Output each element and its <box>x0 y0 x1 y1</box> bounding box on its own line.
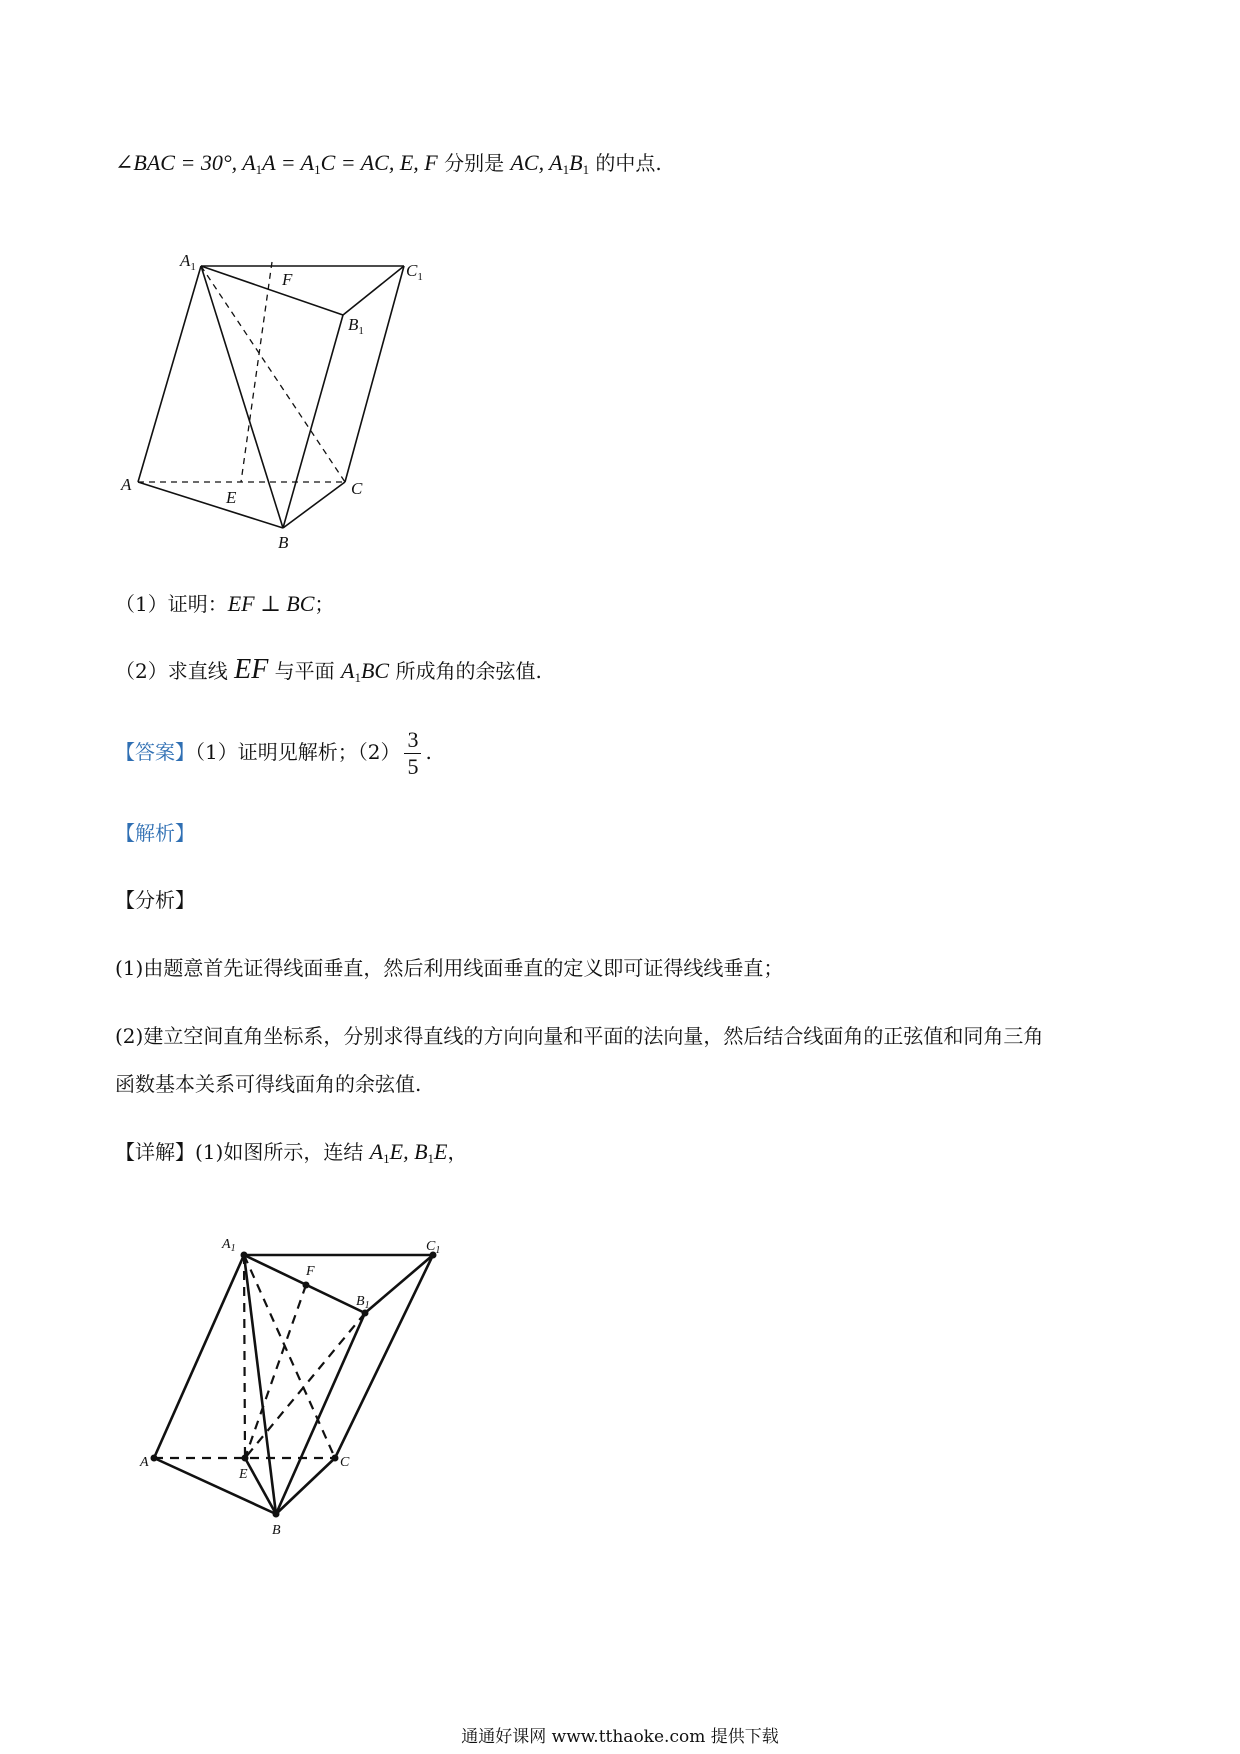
analysis-header: 【分析】 <box>115 888 195 912</box>
fig2-label-e: E <box>239 1467 248 1482</box>
answer-end: . <box>425 740 432 764</box>
fig1-label-f: F <box>282 270 293 289</box>
sub: 1 <box>582 162 590 177</box>
q2-ef: EF <box>234 654 269 685</box>
expr: E, B <box>389 1139 428 1164</box>
footer-text: 通通好课网 www.tthaoke.com 提供下载 <box>461 1727 779 1747</box>
expr: E <box>434 1139 448 1164</box>
analysis-p1: (1)由题意首先证得线面垂直，然后利用线面垂直的定义即可证得线线垂直； <box>115 956 784 980</box>
fig2-label-b1: $B_1$ <box>356 1294 370 1311</box>
fig2-label-a1: $A_1$ <box>222 1237 236 1254</box>
analysis-p2a: (2)建立空间直角坐标系，分别求得直线的方向向量和平面的法向量，然后结合线面角的正弦值和同角三角 <box>115 1024 1044 1048</box>
sub: 1 <box>562 162 570 177</box>
given-tail: 的中点. <box>589 151 662 175</box>
sub: 1 <box>354 670 361 685</box>
q2-mid: 与平面 <box>268 659 342 683</box>
q2-label: （2）求直线 <box>115 659 235 683</box>
analysis-tag: 【解析】 <box>115 821 195 845</box>
expr: AC, A <box>510 150 563 175</box>
q1-expr: EF ⊥ BC <box>227 591 315 616</box>
fig1-label-b: B <box>278 533 289 552</box>
expr: B <box>569 150 583 175</box>
q1-end: ； <box>314 592 335 616</box>
fig2-label-c: C <box>340 1455 350 1470</box>
given-text: 分别是 <box>437 151 511 175</box>
fig1-label-e: E <box>226 488 237 507</box>
q2-end: 所成角的余弦值. <box>389 659 542 683</box>
given-prefix: ∠BAC = 30°, A <box>115 150 256 175</box>
detail-end: ， <box>447 1140 468 1164</box>
q2-a: A <box>341 658 355 683</box>
fig1-label-b1: $B_1$ <box>348 315 364 337</box>
answer-tag: 【答案】 <box>115 740 195 764</box>
fig1-label-a: A <box>121 475 132 494</box>
sub: 1 <box>427 1151 435 1166</box>
fig2-label-b: B <box>272 1523 281 1538</box>
answer-text: （1）证明见解析；（2） <box>195 740 401 764</box>
expr: C = AC, E, F <box>320 150 438 175</box>
q2-bc: BC <box>360 658 390 683</box>
fig1-label-c1: $C_1$ <box>406 261 423 283</box>
q1-label: （1）证明： <box>115 592 228 616</box>
detail-text: (1)如图所示，连结 <box>195 1140 370 1164</box>
fraction-denominator: 5 <box>407 754 419 779</box>
expr: A = A <box>262 150 315 175</box>
analysis-p2b: 函数基本关系可得线面角的余弦值. <box>115 1072 422 1096</box>
fraction-numerator: 3 <box>404 727 421 754</box>
sub: 1 <box>383 1151 390 1166</box>
fig2-label-c1: $C_1$ <box>426 1239 441 1256</box>
fig2-label-a: A <box>140 1455 149 1470</box>
fig2-label-f: F <box>306 1264 315 1279</box>
fig1-label-a1: $A_1$ <box>180 251 196 273</box>
sub: 1 <box>255 162 263 177</box>
sub: 1 <box>314 162 321 177</box>
detail-tag: 【详解】 <box>115 1140 195 1164</box>
expr: A <box>369 1139 384 1164</box>
fig1-label-c: C <box>351 479 363 498</box>
